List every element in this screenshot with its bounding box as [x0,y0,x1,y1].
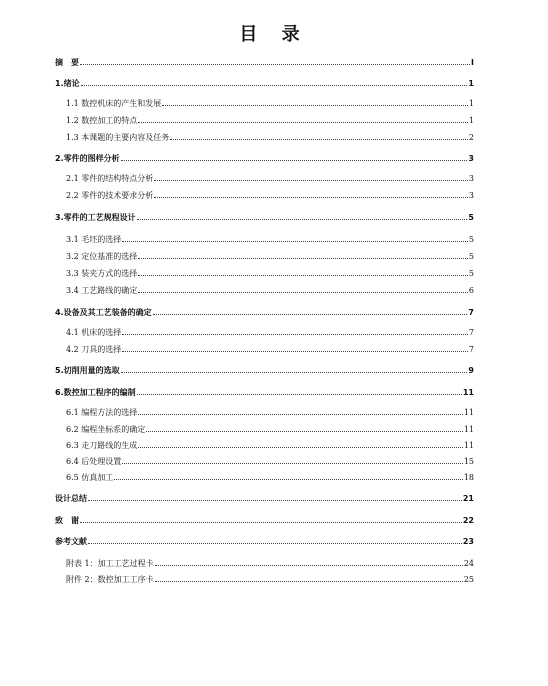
dot-leader [137,394,462,395]
toc-entry-label: 附表 1：加工工艺过程卡 [66,559,154,568]
toc-page-number: 2 [468,133,474,142]
toc-entry-label: 1.3 本课题的主要内容及任务 [66,133,170,142]
dot-leader [138,292,468,293]
toc-page-number: 11 [463,408,474,417]
toc-entry-label: 3.4 工艺路线的确定 [66,286,138,295]
toc-section-entry[interactable] [66,328,474,338]
dot-leader [155,581,463,582]
dot-leader [114,479,463,480]
dot-leader [138,414,463,415]
dot-leader [88,543,462,544]
toc-entry-label: 附件 2：数控加工工序卡 [66,575,154,584]
dot-leader [138,122,468,123]
toc-chapter-entry[interactable] [55,58,474,68]
toc-page-number: 11 [462,388,474,397]
toc-page-number: 1 [468,99,474,108]
toc-chapter-entry[interactable] [55,494,474,504]
toc-entry-label: 3.1 毛坯的选择 [66,235,122,244]
toc-page-number: 11 [463,441,474,450]
toc-entry-label: 摘 要 [55,58,79,67]
toc-entry-label: 4.2 刀具的选择 [66,345,122,354]
dot-leader [122,334,468,335]
dot-leader [121,160,468,161]
toc-section-entry[interactable] [66,174,474,184]
dot-leader [170,139,468,140]
toc-section-entry[interactable] [66,116,474,126]
toc-page-number: 7 [468,308,474,317]
toc-entry-label: 6.3 走刀路线的生成 [66,441,138,450]
toc-entry-label: 4.设备及其工艺装备的确定 [55,308,152,317]
toc-page-number: 11 [463,425,474,434]
toc-section-entry[interactable] [66,441,474,451]
toc-section-entry[interactable] [66,473,474,483]
dot-leader [121,372,468,373]
toc-chapter-entry[interactable] [55,308,474,318]
toc-page-number: 18 [463,473,474,482]
toc-section-entry[interactable] [66,425,474,435]
dot-leader [122,463,463,464]
toc-page-number: 22 [462,516,474,525]
toc-section-entry[interactable] [66,235,474,245]
toc-entry-label: 6.5 仿真加工 [66,473,114,482]
toc-chapter-entry[interactable] [55,388,474,398]
dot-leader [81,85,468,86]
toc-page-number: 1 [468,116,474,125]
toc-page-number: I [471,58,474,67]
toc-page-number: 7 [468,345,474,354]
toc-entry-label: 2.2 零件的技术要求分析 [66,191,154,200]
toc-entry-label: 1.绪论 [55,79,80,88]
toc-section-entry[interactable] [66,252,474,262]
toc-entry-label: 3.零件的工艺规程设计 [55,213,136,222]
dot-leader [80,522,462,523]
dot-leader [137,219,468,220]
toc-page-number: 3 [468,154,474,163]
toc-page-number: 6 [468,286,474,295]
toc-entry-label: 致 谢 [55,516,79,525]
toc-entry-label: 参考文献 [55,537,87,546]
toc-entry-label: 3.2 定位基准的选择 [66,252,138,261]
toc-entry-label: 4.1 机床的选择 [66,328,122,337]
dot-leader [138,447,463,448]
dot-leader [80,64,470,65]
toc-section-entry[interactable] [66,191,474,201]
toc-page-number: 7 [468,328,474,337]
toc-chapter-entry[interactable] [55,213,474,223]
toc-section-entry[interactable] [66,133,474,143]
dot-leader [154,180,468,181]
toc-entry-label: 6.2 编程坐标系的确定 [66,425,146,434]
toc-page-number: 15 [463,457,474,466]
toc-page-number: 5 [468,252,474,261]
toc-entry-label: 1.2 数控加工的特点 [66,116,138,125]
toc-appendix-entry[interactable] [66,575,474,585]
toc-section-entry[interactable] [66,345,474,355]
dot-leader [162,105,468,106]
toc-chapter-entry[interactable] [55,516,474,526]
toc-page-number: 9 [468,366,474,375]
toc-entry-label: 3.3 装夹方式的选择 [66,269,138,278]
toc-chapter-entry[interactable] [55,537,474,547]
dot-leader [138,275,468,276]
toc-section-entry[interactable] [66,99,474,109]
toc-page-number: 3 [468,174,474,183]
toc-page-number: 5 [468,235,474,244]
toc-page-number: 5 [468,213,474,222]
toc-page-number: 21 [462,494,474,503]
toc-page-number: 5 [468,269,474,278]
dot-leader [146,431,463,432]
toc-entry-label: 6.数控加工程序的编制 [55,388,136,397]
toc-entry-label: 1.1 数控机床的产生和发展 [66,99,162,108]
toc-appendix-entry[interactable] [66,559,474,569]
toc-section-entry[interactable] [66,286,474,296]
toc-page-number: 24 [463,559,474,568]
toc-page-number: 23 [462,537,474,546]
dot-leader [153,314,468,315]
dot-leader [155,565,463,566]
dot-leader [122,351,468,352]
toc-entry-label: 设计总结 [55,494,87,503]
dot-leader [122,241,468,242]
toc-page-number: 3 [468,191,474,200]
toc-entry-label: 6.4 后处理设置 [66,457,122,466]
toc-page-number: 1 [468,79,474,88]
dot-leader [88,500,462,501]
toc-section-entry[interactable] [66,457,474,467]
toc-chapter-entry[interactable] [55,366,474,376]
toc-entry-label: 5.切削用量的选取 [55,366,120,375]
toc-chapter-entry[interactable] [55,79,474,89]
toc-entry-label: 2.零件的图样分析 [55,154,120,163]
toc-chapter-entry[interactable] [55,154,474,164]
dot-leader [138,258,468,259]
toc-entry-label: 2.1 零件的结构特点分析 [66,174,154,183]
toc-section-entry[interactable] [66,269,474,279]
toc-entry-label: 6.1 编程方法的选择 [66,408,138,417]
toc-page-number: 25 [463,575,474,584]
dot-leader [154,197,468,198]
toc-section-entry[interactable] [66,408,474,418]
page-title: 目 录 [239,24,309,45]
